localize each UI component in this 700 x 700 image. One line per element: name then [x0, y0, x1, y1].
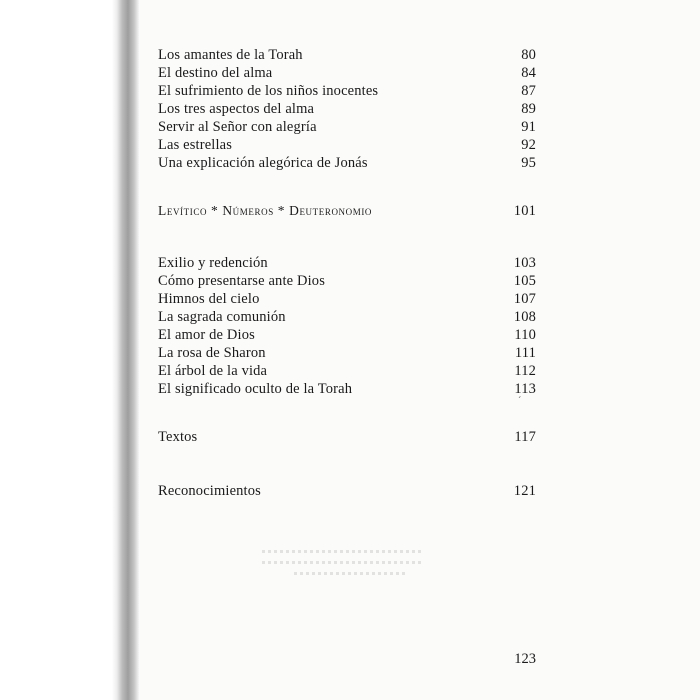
toc-entry: [158, 64, 536, 82]
toc-entry-title: Textos: [158, 429, 198, 445]
toc-entry-page: 111: [514, 345, 536, 361]
toc-entry: [158, 154, 536, 172]
toc-entry-page: 105: [513, 273, 536, 289]
toc-entry-page: 110: [514, 327, 536, 343]
toc-entry-page: 121: [513, 483, 536, 499]
toc-entry-page: 112: [514, 363, 536, 379]
binding-shadow: [0, 0, 140, 700]
toc-textos: [158, 428, 536, 446]
toc-entry: [158, 100, 536, 118]
toc-entry: [158, 82, 536, 100]
toc-entry-title: La rosa de Sharon: [158, 345, 266, 361]
toc-entry: [158, 428, 536, 446]
toc-entry-title: Exilio y redención: [158, 255, 268, 271]
toc-entry: [158, 272, 536, 290]
toc-reconocimientos: [158, 482, 536, 500]
toc-entry-title: Cómo presentarse ante Dios: [158, 273, 325, 289]
toc-entry-page: 103: [513, 255, 536, 271]
toc-entry: [158, 254, 536, 272]
toc-entry-page: 95: [521, 155, 536, 171]
toc-entry-page: 89: [521, 101, 536, 117]
toc-entry: [158, 344, 536, 362]
ink-speck: ´: [518, 396, 522, 407]
toc-entry-title: El sufrimiento de los niños inocentes: [158, 83, 379, 99]
toc-entry: [158, 118, 536, 136]
toc-group-1: [158, 46, 536, 172]
page-number: 123: [514, 651, 536, 667]
toc-entry: [158, 136, 536, 154]
toc-entry-title: Los tres aspectos del alma: [158, 101, 315, 117]
toc-entry-title: Las estrellas: [158, 137, 233, 153]
toc-entry-title: Los amantes de la Torah: [158, 47, 303, 63]
toc-entry-page: 87: [521, 83, 536, 99]
toc-entry-page: 80: [521, 47, 536, 63]
toc-entry-title: Reconocimientos: [158, 483, 261, 499]
section-title: Levítico * Números * Deuteronomio: [158, 203, 373, 218]
toc-entry: [158, 290, 536, 308]
toc-entry-title: La sagrada comunión: [158, 309, 286, 325]
toc-entry-title: Himnos del cielo: [158, 291, 260, 307]
toc-entry-page: 91: [521, 119, 536, 135]
toc-entry-page: 92: [521, 137, 536, 153]
toc-entry-page: 117: [514, 429, 536, 445]
toc-entry: [158, 362, 536, 380]
toc-entry-title: Una explicación alegórica de Jonás: [158, 155, 368, 171]
toc-entry: [158, 46, 536, 64]
section-page: 101: [513, 203, 536, 219]
toc-group-2: [158, 254, 536, 398]
toc-entry-page: 84: [521, 65, 536, 81]
toc-entry-title: El destino del alma: [158, 65, 273, 81]
toc-entry: [158, 202, 536, 220]
toc-entry-page: 108: [513, 309, 536, 325]
toc-entry: [158, 326, 536, 344]
bleed-through-text: [262, 542, 422, 588]
toc-entry-title: El significado oculto de la Torah: [158, 381, 353, 397]
toc-entry-title: El árbol de la vida: [158, 363, 268, 379]
toc-entry: [158, 308, 536, 326]
toc-entry-page: 113: [514, 381, 536, 397]
toc-entry-page: 107: [513, 291, 536, 307]
toc-entry-title: El amor de Dios: [158, 327, 255, 343]
toc-entry: [158, 482, 536, 500]
toc-section-heading: [158, 202, 536, 220]
toc-entry: [158, 380, 536, 398]
toc-entry-title: Servir al Señor con alegría: [158, 119, 317, 135]
